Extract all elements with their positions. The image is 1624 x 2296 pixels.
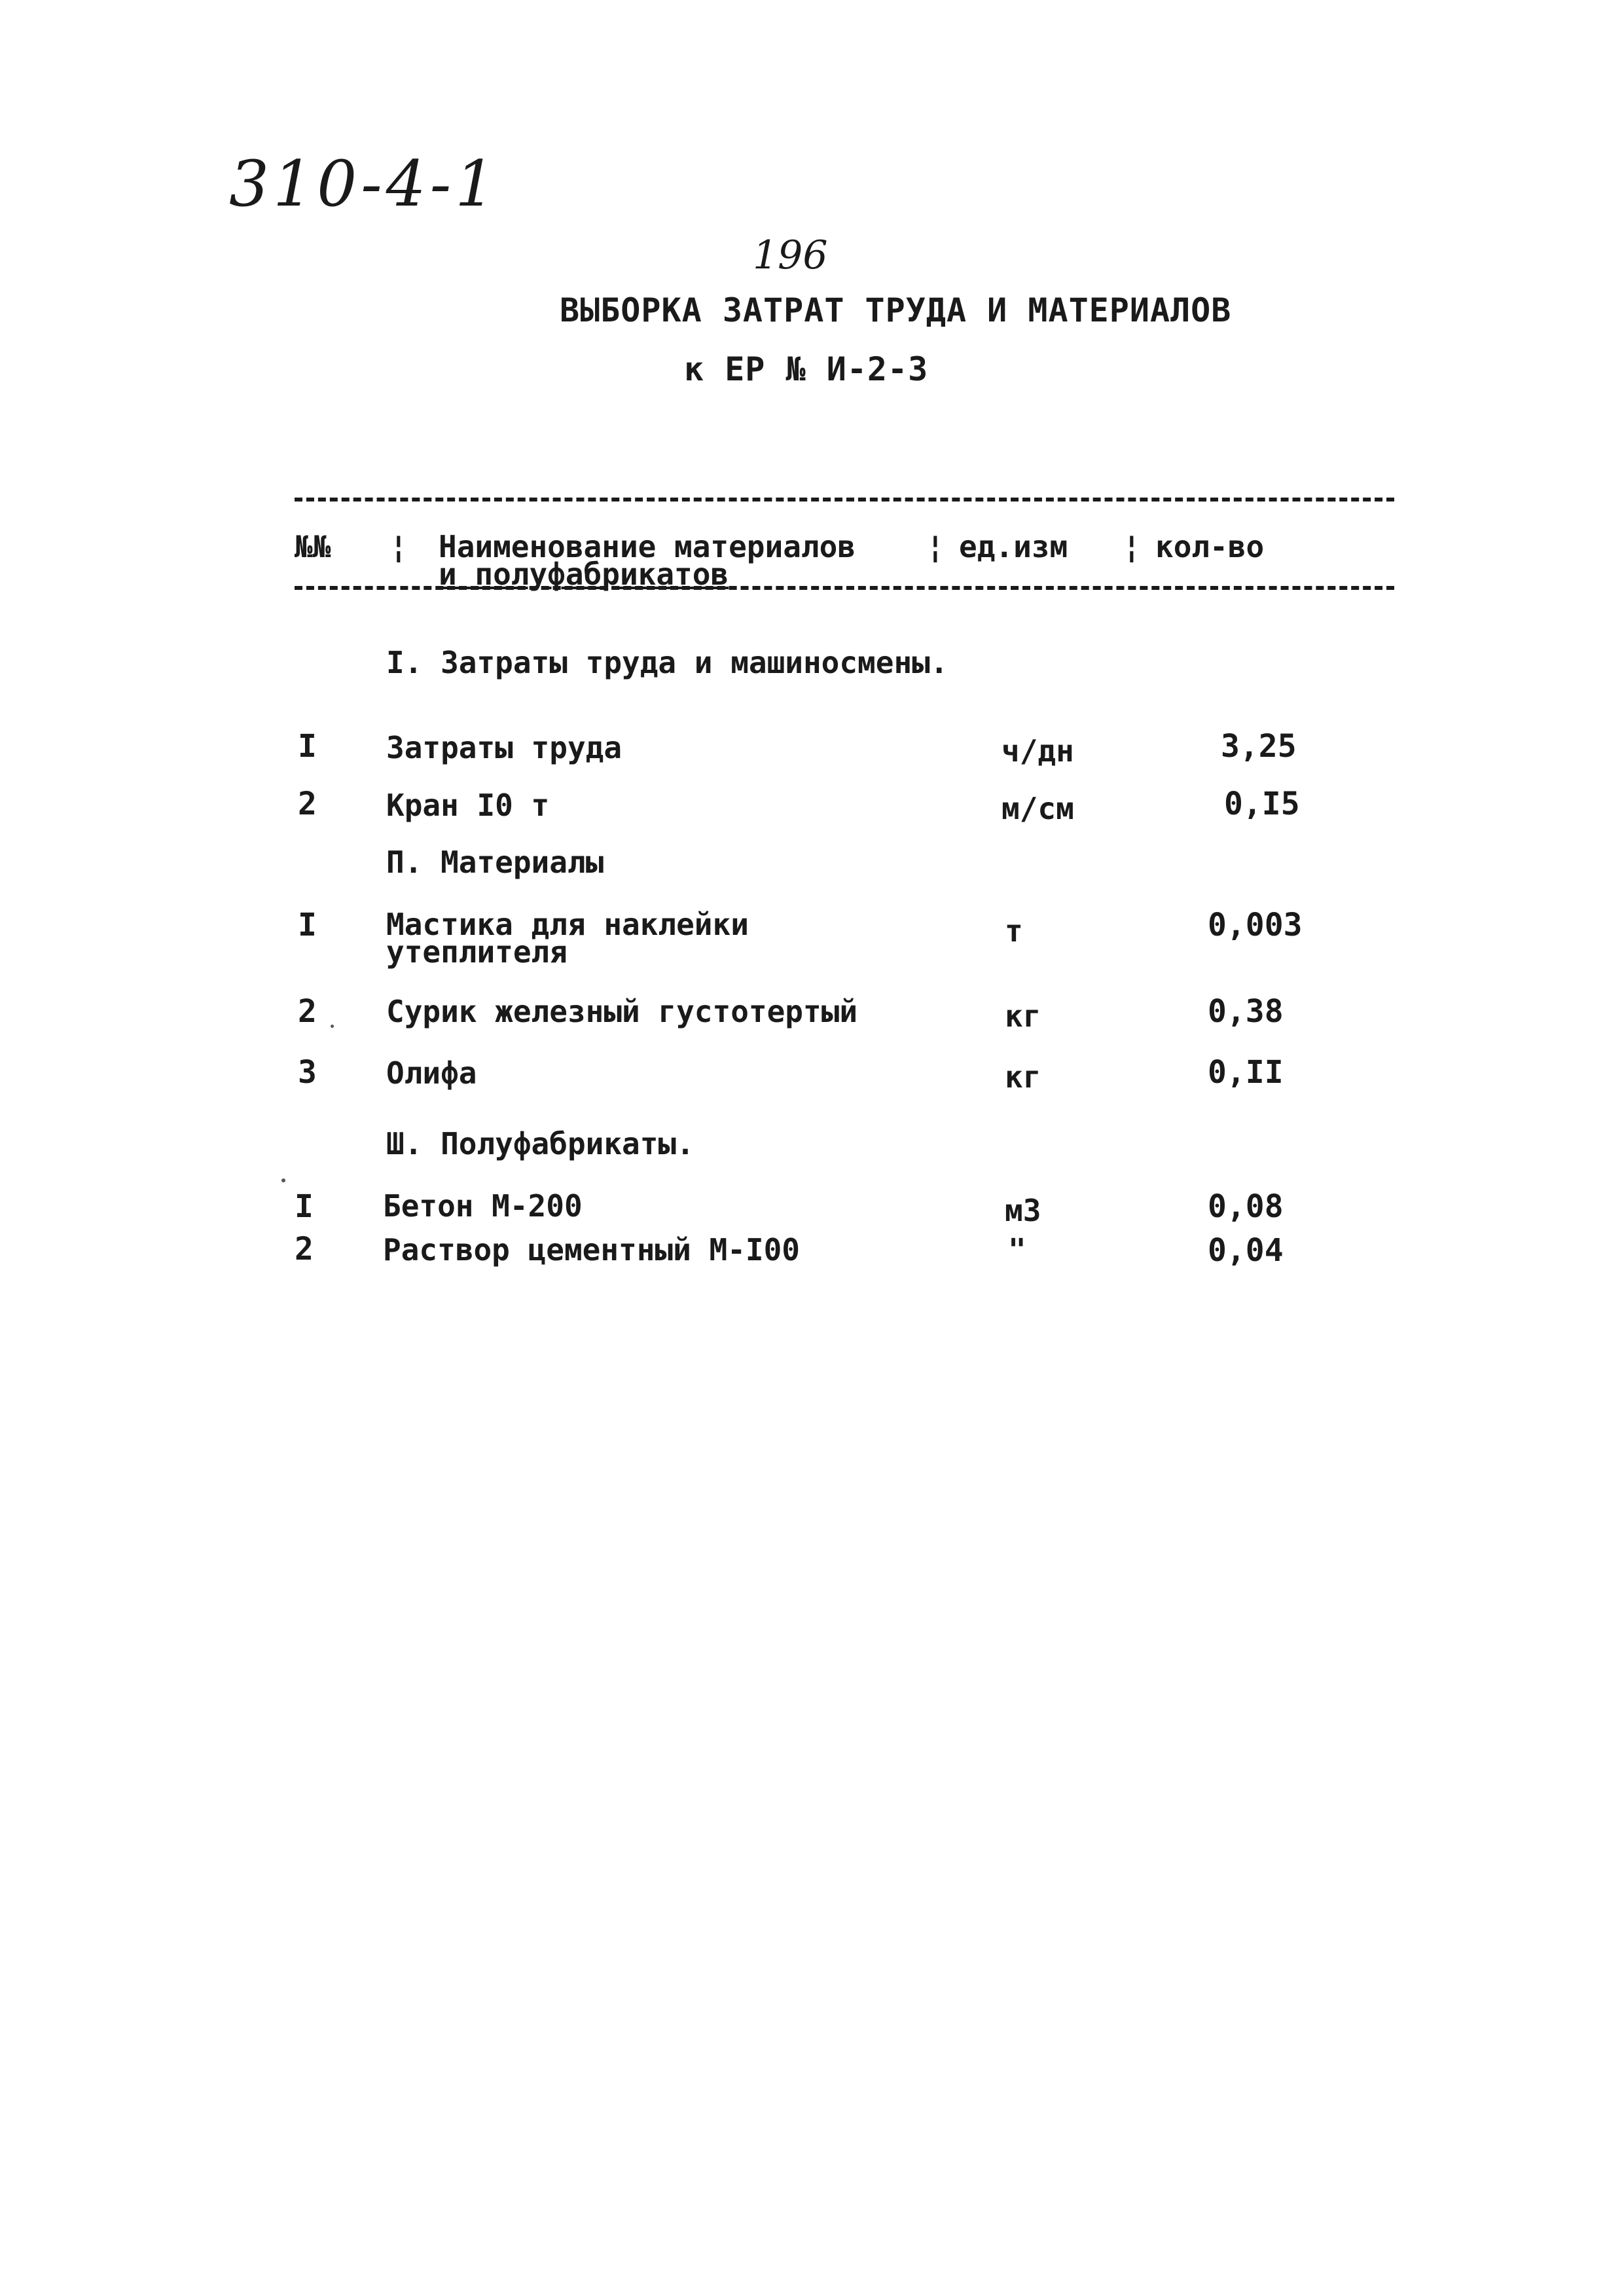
document-title: ВЫБОРКА ЗАТРАТ ТРУДА И МАТЕРИАЛОВ [560, 291, 1232, 329]
column-header-qty: кол-во [1155, 529, 1265, 564]
column-separator: ¦ [389, 529, 408, 564]
column-separator: ¦ [926, 529, 945, 564]
row-unit: ч/дн [1001, 733, 1074, 769]
page-number: 196 [753, 232, 828, 278]
column-header-name-line2: и полуфабрикатов [439, 556, 729, 592]
column-separator: ¦ [1123, 529, 1141, 564]
row-quantity: 0,04 [1208, 1232, 1284, 1269]
row-number: 2 [298, 993, 317, 1030]
row-unit: кг [1005, 1059, 1041, 1095]
document-code-handwritten: 310-4-1 [229, 147, 499, 221]
header-top-rule [295, 498, 1394, 501]
row-name: Бетон М-200 [383, 1188, 583, 1224]
section-title-materials: П. Материалы [386, 845, 604, 880]
row-unit: т [1005, 913, 1023, 949]
row-unit: " [1008, 1232, 1026, 1267]
row-name: Олифа [386, 1055, 477, 1091]
row-unit: м3 [1005, 1193, 1041, 1228]
row-name: Кран I0 т [386, 788, 550, 823]
document-subtitle: к ЕР № И-2-3 [684, 350, 929, 388]
row-quantity: 0,I5 [1224, 786, 1300, 822]
row-quantity: 0,II [1208, 1054, 1284, 1091]
row-name: Раствор цементный М-I00 [383, 1232, 800, 1267]
row-name: Затраты труда [386, 730, 623, 765]
section-title-labor: I. Затраты труда и машиносмены. [386, 645, 948, 680]
column-header-name-line1: Наименование материалов [439, 529, 856, 564]
column-header-unit: ед.изм [959, 529, 1068, 564]
column-header-num: №№ [295, 529, 331, 564]
row-quantity: 0,08 [1208, 1188, 1284, 1225]
row-name: Мастика для наклейки [386, 907, 749, 942]
row-number: I [298, 728, 317, 765]
row-unit: кг [1005, 998, 1041, 1034]
row-quantity: 0,38 [1208, 993, 1284, 1030]
row-unit: м/см [1001, 791, 1074, 826]
row-number: I [298, 907, 317, 943]
scan-speck [281, 1178, 285, 1182]
row-name: Сурик железный густотертый [386, 994, 858, 1029]
row-quantity: 3,25 [1221, 728, 1297, 765]
row-number: 3 [298, 1054, 317, 1091]
scan-speck [331, 1025, 334, 1028]
row-number: I [295, 1188, 314, 1225]
row-quantity: 0,003 [1208, 907, 1303, 943]
row-number: 2 [298, 786, 317, 822]
section-title-semi-finished: Ш. Полуфабрикаты. [386, 1126, 695, 1161]
row-number: 2 [295, 1231, 314, 1267]
row-name-continuation: утеплителя [386, 934, 568, 970]
